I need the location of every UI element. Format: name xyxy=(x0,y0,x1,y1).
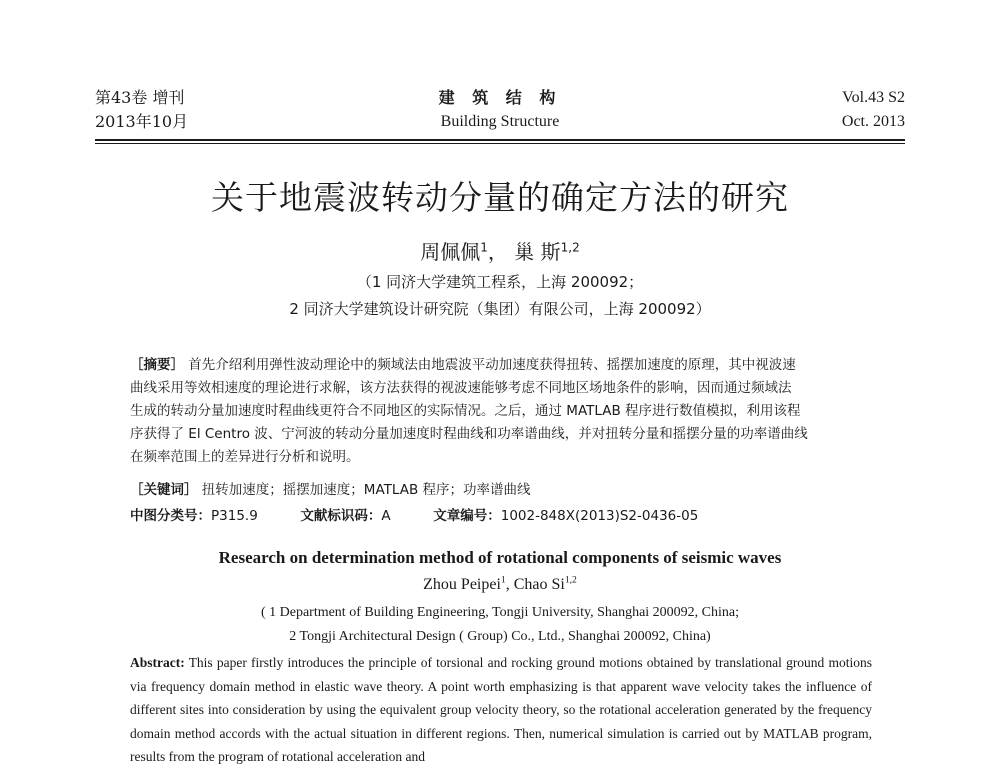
authors-cn xyxy=(0,240,1000,264)
journal-vol-en: Vol.43 S2 xyxy=(842,89,905,106)
clc-value: P315.9 xyxy=(211,508,258,524)
abstract-cn-line-1 xyxy=(130,354,796,377)
author2-en-sup: 1,2 xyxy=(564,574,577,586)
journal-date-en: Oct. 2013 xyxy=(841,113,905,130)
article-no-value: 1002-848X(2013)S2-0436-05 xyxy=(500,508,699,524)
doc-code-label: 文献标识码： xyxy=(300,508,382,524)
keywords-cn-text: 扭转加速度；摇摆加速度；MATLAB 程序；功率谱曲线 xyxy=(201,482,531,498)
abstract-cn-line-5: 在频率范围上的差异进行分析和说明。 xyxy=(130,449,360,465)
authors-en xyxy=(0,576,1000,594)
affiliation-cn-1: （1 同济大学建筑工程系，上海 200092； xyxy=(356,273,644,291)
journal-name-cn: 建 筑 结 构 xyxy=(438,88,562,107)
paper-title-cn: 关于地震波转动分量的确定方法的研究 xyxy=(211,178,789,217)
affiliation-en-2: 2 Tongji Architectural Design ( Group) Co., Ltd., Shanghai 200092, China) xyxy=(289,629,711,644)
abstract-cn-line-2: 曲线采用等效相速度的理论进行求解，该方法获得的视波速能够考虑不同地区场地条件的影响，因而通过频域法 xyxy=(130,380,792,396)
author-separator-en: , xyxy=(505,576,514,593)
author-separator-cn: ， xyxy=(487,240,508,264)
author2-cn: 巢 斯 xyxy=(514,240,561,264)
article-no-label: 文章编号： xyxy=(433,508,501,524)
author1-en-sup: 1 xyxy=(500,574,506,586)
header-rule-thin xyxy=(95,143,905,144)
journal-date: 2013年10月 xyxy=(95,112,189,131)
keywords-cn-label: ［关键词］ xyxy=(130,482,198,498)
abstract-en-label: Abstract: xyxy=(130,655,185,670)
keywords-cn xyxy=(130,479,531,502)
classification-line xyxy=(130,505,698,528)
author1-cn-sup: 1 xyxy=(480,240,488,255)
abstract-cn-line-4: 序获得了 El Centro 波、宁河波的转动分量加速度时程曲线和功率谱曲线，并对扭转分量和摇摆分量的功率谱曲线 xyxy=(130,426,808,442)
affiliation-cn-2: 2 同济大学建筑设计研究院（集团）有限公司，上海 200092） xyxy=(289,300,711,318)
author1-cn: 周佩佩 xyxy=(420,240,481,264)
doc-code-value: A xyxy=(381,508,391,524)
journal-volume: 第43卷 增刊 xyxy=(95,88,185,107)
abstract-cn-line-3: 生成的转动分量加速度时程曲线更符合不同地区的实际情况。之后，通过 MATLAB 程序进行数值模拟，利用该程 xyxy=(130,403,801,419)
abstract-cn-text-1: 首先介绍利用弹性波动理论中的频域法由地震波平动加速度获得扭转、摇摆加速度的原理，其中视波速 xyxy=(188,357,796,373)
clc-label: 中图分类号： xyxy=(130,508,211,524)
header-rule-thick xyxy=(95,139,905,141)
author2-en: Chao Si xyxy=(513,576,565,593)
journal-name-en: Building Structure xyxy=(440,113,560,130)
paper-title-en: Research on determination method of rotational components of seismic waves xyxy=(218,548,782,567)
abstract-en xyxy=(130,651,872,769)
affiliation-en-1: ( 1 Department of Building Engineering, Tongji University, Shanghai 200092, China; xyxy=(260,605,740,620)
author2-cn-sup: 1,2 xyxy=(560,240,580,255)
abstract-cn-label: ［摘要］ xyxy=(130,357,184,373)
author1-en: Zhou Peipei xyxy=(423,576,501,593)
abstract-en-text: This paper firstly introduces the principle of torsional and rocking ground motions obtained by translational ground motions via frequency domain method in elastic wave theory. A point worth emphasizing is that apparent wave velocity takes the influence of different sites into consideration by using the equivalent group velocity theory, so the rotational acceleration generated by the frequency domain method accords with the actual situation in different regions. Then, numerical simulation is carried out by MATLAB program, results from the program of rotational acceleration and xyxy=(130,655,873,764)
